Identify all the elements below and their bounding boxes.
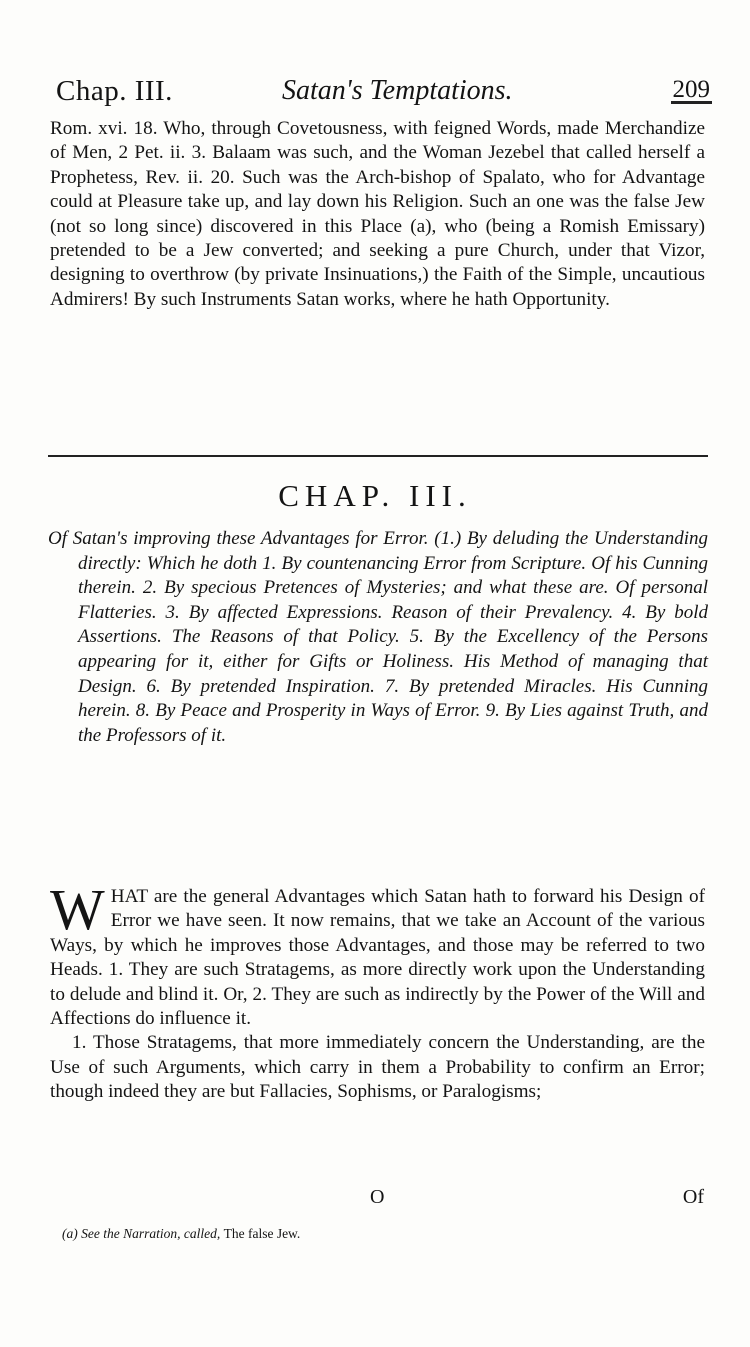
chapter-summary-text: Of Satan's improving these Advantages for Error. (1.) By deluding the Understanding directly: Which he doth 1. By countenancing Error from Scripture. Of his Cunning therein. 2. By specious Pretences of Mysteries; and what these are. Of personal Flatteries. 3. By affected Expressions. Reason of their Prevalency. 4. By bold Assertions. The Reasons of that Policy. 5. By the Excellency of the Persons appearing for it, either for Gifts or Holiness. His Method of managing that Design. 6. By pretended Inspiration. 7. By pretended Miracles. His Cunning herein. 8. By Peace and Prosperity in Ways of Error. 9. By Lies against Truth, and the Professors of it.: [48, 528, 708, 746]
chapter-summary: [48, 527, 708, 748]
signature-mark: O: [370, 1186, 385, 1208]
catchline: [0, 1186, 750, 1216]
header-chapter: Chap. III.: [56, 75, 173, 107]
page-number: 209: [672, 76, 710, 103]
catchword: Of: [682, 1186, 704, 1208]
footnote-text: (a) See the Narration, called,: [62, 1226, 221, 1241]
chapter-heading: CHAP. III.: [278, 478, 472, 513]
header-title: Satan's Temptations.: [282, 75, 513, 106]
section-divider: [48, 455, 708, 457]
drop-cap: W: [50, 877, 105, 942]
intro-paragraph: Rom. xvi. 18. Who, through Covetousness, with feigned Words, made Merchandize of Men, 2 Pet. ii. 3. Balaam was such, and the Woman Jezebel that called herself a Prophetess, Rev. ii. 20. Such was the Arch-bishop of Spalato, who for Advantage could at Pleasure take up, and lay down his Religion. Such an one was the false Jew (not so long since) discovered in this Place (a), who (being a Romish Emissary) pretended to be a Jew converted; and seeking a pure Church, under that Vizor, designing to overthrow (by private Insinuations,) the Faith of the Simple, uncautious Admirers! By such Instruments Satan works, where he hath Opportunity.: [50, 118, 705, 310]
chapter-body: [50, 877, 705, 1105]
paragraph-1-text: HAT are the general Advantages which Satan hath to forward his Design of Error we have seen. It now remains, that we take an Account of the various Ways, by which he improves those Advantages, and those may be referred to two Heads. 1. They are such Stratagems, as more directly work upon the Understanding to delude and blind it. Or, 2. They are such as indirectly by the Power of the Will and Affections do influence it.: [50, 886, 705, 1030]
running-header: [52, 75, 712, 113]
paragraph-1: [50, 877, 705, 1031]
paragraph-2: 1. Those Stratagems, that more immediately concern the Understanding, are the Use of such Arguments, which carry in them a Probability to confirm an Error; though indeed they are but Fallacies, Sophisms, or Paralogisms;: [50, 1032, 705, 1103]
footnote: [62, 1226, 300, 1242]
footnote-title: The false Jew.: [223, 1226, 301, 1241]
